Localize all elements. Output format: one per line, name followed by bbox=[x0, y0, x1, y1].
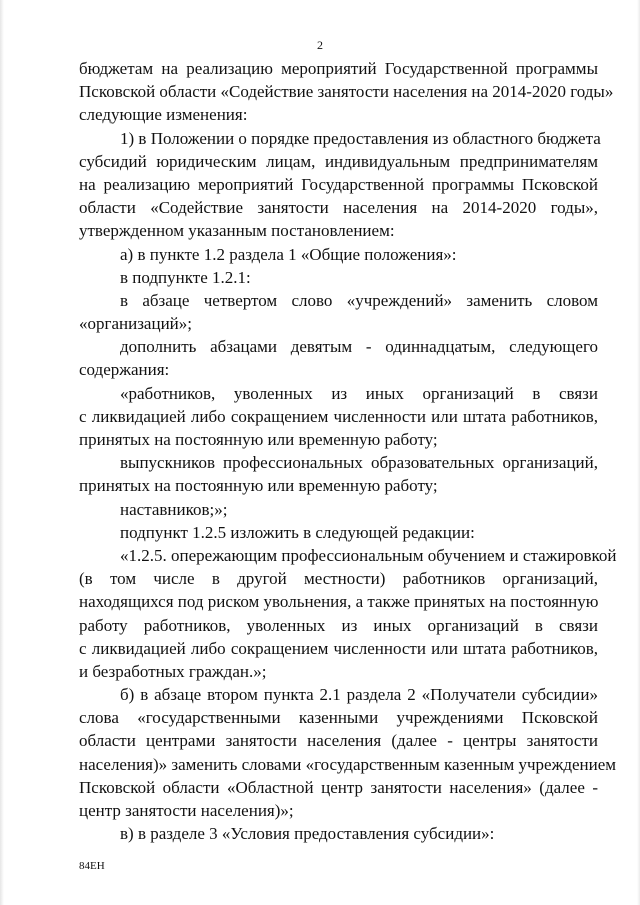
text-line: 1) в Положении о порядке предоставления из областного бюджета bbox=[120, 128, 601, 148]
text-line: дополнить абзацами девятым - одиннадцатым, следующего bbox=[120, 337, 598, 357]
text-line: бюджетам на реализацию мероприятий Государственной программы bbox=[79, 59, 598, 78]
text-line: с ликвидацией либо сокращением численности или штата работников, bbox=[79, 638, 598, 658]
text-line: центр занятости населения)»; bbox=[79, 801, 294, 820]
text-line: содержания: bbox=[79, 360, 170, 380]
text-line: с ликвидацией либо сокращением численности или штата работников, bbox=[79, 406, 598, 426]
text-line: области центрами занятости населения (далее - центры занятости bbox=[79, 731, 598, 751]
text-line: в абзаце четвертом слово «учреждений» заменить словом bbox=[120, 290, 598, 310]
text-line: б) в абзаце втором пункта 2.1 раздела 2 «Получатели субсидии» bbox=[120, 685, 598, 705]
text-line: выпускников профессиональных образовательных организаций, bbox=[120, 453, 598, 473]
text-line: наставников;»; bbox=[120, 499, 228, 519]
text-line: находящихся под риском увольнения, а также принятых на постоянную bbox=[79, 592, 599, 612]
text-line: в) в разделе 3 «Условия предоставления субсидии»: bbox=[120, 824, 495, 844]
text-line: в подпункте 1.2.1: bbox=[120, 267, 251, 287]
document-body bbox=[79, 57, 617, 845]
text-line: на реализацию мероприятий Государственной программы Псковской bbox=[79, 174, 598, 194]
text-line: принятых на постоянную или временную работу; bbox=[79, 476, 438, 496]
page-number: 2 bbox=[317, 38, 323, 52]
text-line: населения)» заменить словами «государственным казенным учреждением bbox=[79, 754, 617, 774]
text-line: а) в пункте 1.2 раздела 1 «Общие положения»: bbox=[120, 244, 457, 264]
text-line: Псковской области «Областной центр занятости населения» (далее - bbox=[79, 777, 598, 797]
text-line: «1.2.5. опережающим профессиональным обучением и стажировкой bbox=[120, 545, 617, 565]
text-line: и безработных граждан.»; bbox=[79, 661, 267, 681]
text-line: принятых на постоянную или временную работу; bbox=[79, 430, 438, 449]
text-line: подпункт 1.2.5 изложить в следующей редакции: bbox=[120, 522, 475, 542]
text-line: Псковской области «Содействие занятости населения на 2014-2020 годы» bbox=[79, 82, 614, 102]
text-line: следующие изменения: bbox=[79, 105, 248, 125]
text-line: слова «государственными казенными учреждениями Псковской bbox=[79, 708, 598, 728]
text-line: утвержденном указанным постановлением: bbox=[79, 221, 395, 241]
text-line: «организаций»; bbox=[79, 314, 192, 334]
text-line: «работников, уволенных из иных организаций в связи bbox=[120, 383, 598, 403]
text-line: субсидий юридическим лицам, индивидуальным предпринимателям bbox=[79, 151, 598, 171]
footer-code: 84ЕН bbox=[79, 860, 105, 872]
text-line: области «Содействие занятости населения на 2014-2020 годы», bbox=[79, 198, 598, 218]
text-line: (в том числе в другой местности) работников организаций, bbox=[79, 569, 598, 589]
scan-edge-left bbox=[0, 0, 4, 905]
text-line: работу работников, уволенных из иных организаций в связи bbox=[79, 615, 598, 635]
